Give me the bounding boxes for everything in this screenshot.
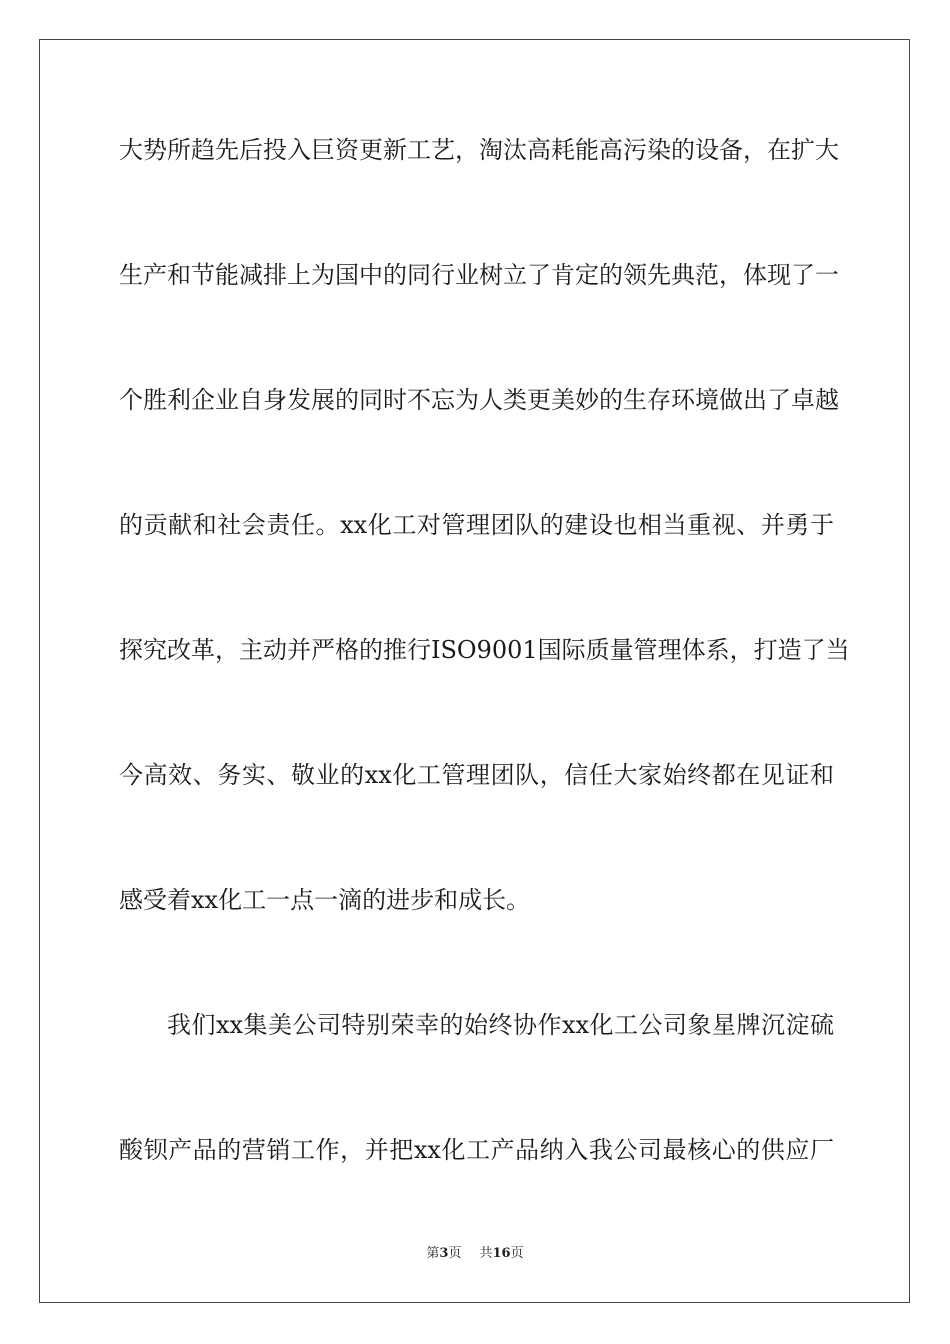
body-line-2: 生产和节能减排上为国中的同行业树立了肯定的领先典范，体现了一 [119, 261, 839, 289]
body-line-1: 大势所趋先后投入巨资更新工艺，淘汰高耗能高污染的设备，在扩大 [119, 136, 839, 164]
page-footer [0, 1245, 950, 1263]
page-border [39, 39, 910, 1303]
body-line-4: 的贡献和社会责任。xx化工对管理团队的建设也相当重视、并勇于 [119, 511, 834, 539]
footer-total-suffix: 页 [510, 1246, 524, 1261]
body-line-7: 感受着xx化工一点一滴的进步和成长。 [119, 886, 531, 914]
body-line-3: 个胜利企业自身发展的同时不忘为人类更美妙的生存环境做出了卓越 [119, 386, 839, 414]
body-line-5: 探究改革，主动并严格的推行ISO9001国际质量管理体系，打造了当 [119, 636, 850, 664]
footer-total-pages: 16 [492, 1246, 511, 1261]
footer-page-number: 3 [439, 1246, 449, 1261]
footer-page-prefix: 第 [426, 1246, 440, 1261]
footer-total-prefix: 共 [479, 1246, 493, 1261]
body-line-9: 酸钡产品的营销工作，并把xx化工产品纳入我公司最核心的供应厂 [119, 1136, 834, 1164]
body-line-8: 我们xx集美公司特别荣幸的始终协作xx化工公司象星牌沉淀硫 [167, 1011, 834, 1039]
footer-page-suffix: 页 [448, 1246, 462, 1261]
body-line-6: 今高效、务实、敬业的xx化工管理团队，信任大家始终都在见证和 [119, 761, 834, 789]
